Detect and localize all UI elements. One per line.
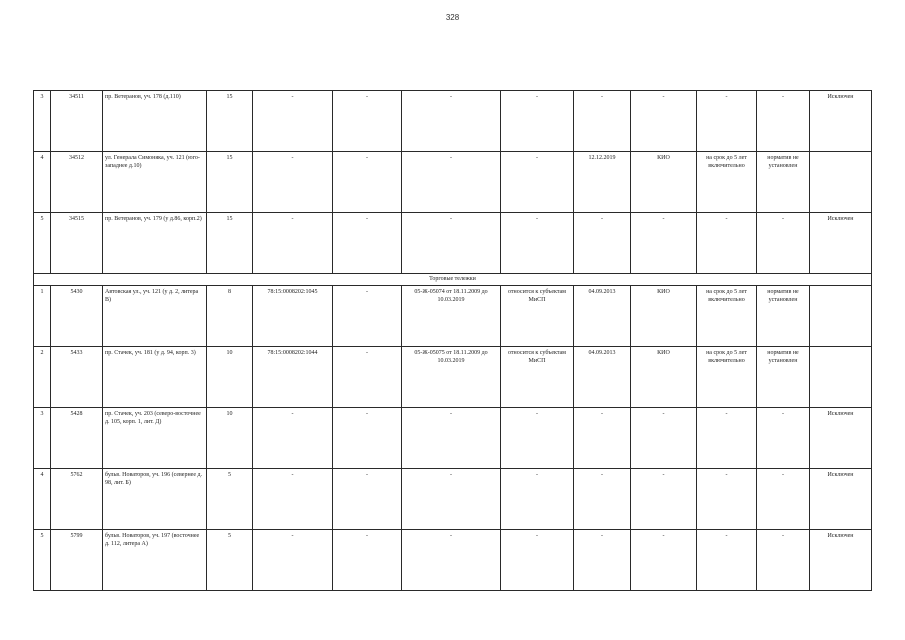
authority: КИО <box>631 286 697 347</box>
norm: - <box>757 469 810 530</box>
authority: - <box>631 213 697 274</box>
column-6: - <box>333 213 402 274</box>
object-address: пр. Ветеранов, уч. 179 (у д.86, корп.2) <box>103 213 207 274</box>
page-number: 328 <box>445 13 460 22</box>
date: - <box>574 91 631 152</box>
contract: - <box>402 530 501 591</box>
contract: 05-Ж-05075 от 18.11.2009 до 10.03.2019 <box>402 347 501 408</box>
authority: - <box>631 408 697 469</box>
norm: - <box>757 213 810 274</box>
msp-status: относится к субъектам МиСП <box>501 286 574 347</box>
contract: - <box>402 408 501 469</box>
object-area: 10 <box>207 347 253 408</box>
date: - <box>574 469 631 530</box>
status-note <box>810 347 872 408</box>
msp-status: относится к субъектам МиСП <box>501 347 574 408</box>
table-row <box>34 347 872 408</box>
table-row <box>34 469 872 530</box>
object-id: 34511 <box>51 91 103 152</box>
table-row <box>34 286 872 347</box>
object-id: 5428 <box>51 408 103 469</box>
row-number: 1 <box>34 286 51 347</box>
authority: - <box>631 530 697 591</box>
section-header-row <box>34 274 872 286</box>
object-id: 5433 <box>51 347 103 408</box>
object-area: 5 <box>207 469 253 530</box>
msp-status: - <box>501 530 574 591</box>
object-id: 34515 <box>51 213 103 274</box>
table-row <box>34 152 872 213</box>
cadastral-number: - <box>253 408 333 469</box>
column-6: - <box>333 408 402 469</box>
row-number: 2 <box>34 347 51 408</box>
contract: - <box>402 469 501 530</box>
norm: - <box>757 530 810 591</box>
status-note: Исключен <box>810 213 872 274</box>
status-note: Исключен <box>810 530 872 591</box>
column-6: - <box>333 469 402 530</box>
date: - <box>574 213 631 274</box>
msp-status: - <box>501 213 574 274</box>
object-address: пр. Ветеранов, уч. 178 (д.110) <box>103 91 207 152</box>
date: - <box>574 530 631 591</box>
cadastral-number: 78:15:0008202:1045 <box>253 286 333 347</box>
date: 04.09.2013 <box>574 347 631 408</box>
status-note: Исключен <box>810 408 872 469</box>
status-note <box>810 152 872 213</box>
object-address: бульв. Новаторов, уч. 196 (севернее д. 98, лит. Б) <box>103 469 207 530</box>
row-number: 5 <box>34 530 51 591</box>
object-address: пр. Стачек, уч. 181 (у д. 94, корп. 3) <box>103 347 207 408</box>
contract: 05-Ж-05074 от 18.11.2009 до 10.03.2019 <box>402 286 501 347</box>
table-row <box>34 91 872 152</box>
term: на срок до 5 лет включительно <box>697 286 757 347</box>
cadastral-number: - <box>253 530 333 591</box>
table-row <box>34 213 872 274</box>
column-6: - <box>333 152 402 213</box>
object-address: пр. Стачек, уч. 203 (северо-восточнее д. 105, корп. 1, лит. Д) <box>103 408 207 469</box>
authority: - <box>631 469 697 530</box>
term: на срок до 5 лет включительно <box>697 347 757 408</box>
object-id: 5430 <box>51 286 103 347</box>
status-note: Исключен <box>810 91 872 152</box>
object-address: бульв. Новаторов, уч. 197 (восточнее д. 112, литера А) <box>103 530 207 591</box>
section-title: Торговые тележки <box>34 274 872 286</box>
norm: норматив не установлен <box>757 152 810 213</box>
column-6: - <box>333 530 402 591</box>
object-area: 15 <box>207 152 253 213</box>
norm: - <box>757 408 810 469</box>
object-area: 15 <box>207 91 253 152</box>
authority: КИО <box>631 347 697 408</box>
authority: КИО <box>631 152 697 213</box>
msp-status: - <box>501 408 574 469</box>
cadastral-number: - <box>253 213 333 274</box>
contract: - <box>402 213 501 274</box>
object-id: 5762 <box>51 469 103 530</box>
term: - <box>697 469 757 530</box>
date: - <box>574 408 631 469</box>
status-note: Исключен <box>810 469 872 530</box>
msp-status: - <box>501 469 574 530</box>
contract: - <box>402 91 501 152</box>
object-area: 15 <box>207 213 253 274</box>
row-number: 3 <box>34 91 51 152</box>
norm: норматив не установлен <box>757 347 810 408</box>
status-note <box>810 286 872 347</box>
object-address: ул. Генерала Симоняка, уч. 121 (юго-западнее д.10) <box>103 152 207 213</box>
term: на срок до 5 лет включительно <box>697 152 757 213</box>
object-area: 8 <box>207 286 253 347</box>
object-area: 10 <box>207 408 253 469</box>
contract: - <box>402 152 501 213</box>
msp-status: - <box>501 152 574 213</box>
term: - <box>697 530 757 591</box>
column-6: - <box>333 91 402 152</box>
table-row <box>34 530 872 591</box>
norm: норматив не установлен <box>757 286 810 347</box>
date: 12.12.2019 <box>574 152 631 213</box>
column-6: - <box>333 347 402 408</box>
cadastral-number: - <box>253 152 333 213</box>
object-id: 34512 <box>51 152 103 213</box>
date: 04.09.2013 <box>574 286 631 347</box>
table-row <box>34 408 872 469</box>
row-number: 5 <box>34 213 51 274</box>
norm: - <box>757 91 810 152</box>
cadastral-number: - <box>253 469 333 530</box>
registry-table <box>33 90 872 591</box>
object-address: Автовская ул., уч. 121 (у д. 2, литера В) <box>103 286 207 347</box>
cadastral-number: - <box>253 91 333 152</box>
object-area: 5 <box>207 530 253 591</box>
row-number: 4 <box>34 469 51 530</box>
msp-status: - <box>501 91 574 152</box>
term: - <box>697 408 757 469</box>
row-number: 4 <box>34 152 51 213</box>
object-id: 5799 <box>51 530 103 591</box>
term: - <box>697 213 757 274</box>
cadastral-number: 78:15:0008202:1044 <box>253 347 333 408</box>
authority: - <box>631 91 697 152</box>
column-6: - <box>333 286 402 347</box>
term: - <box>697 91 757 152</box>
row-number: 3 <box>34 408 51 469</box>
